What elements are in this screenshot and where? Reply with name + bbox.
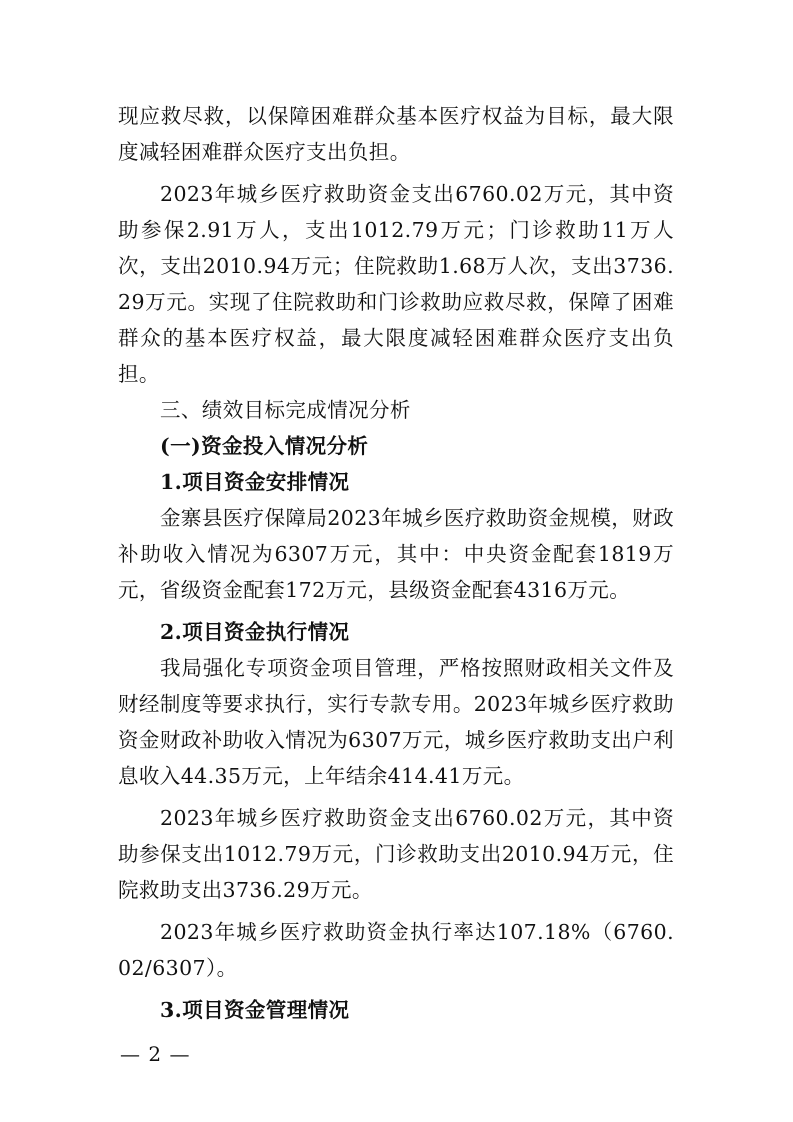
section-heading-performance: 三、绩效目标完成情况分析 [160, 398, 411, 422]
subsection-heading-funding-input: (一)资金投入情况分析 [160, 434, 369, 458]
paragraph-execution-rate: 2023年城乡医疗救助资金执行率达107.18%（6760.02/6307）。 [118, 920, 674, 980]
paragraph-fund-execution: 我局强化专项资金项目管理，严格按照财政相关文件及财经制度等要求执行，实行专款专用。2023年城乡医疗救助资金财政补助收入情况为6307万元，城乡医疗救助支出户利息收入44.35万元，上年结余414.41万元。 [118, 656, 674, 788]
paragraph-goal-continuation: 现应救尽救，以保障困难群众基本医疗权益为目标，最大限度减轻困难群众医疗支出负担。 [118, 104, 674, 164]
item-heading-fund-arrangement: 1.项目资金安排情况 [160, 470, 350, 494]
document-body [118, 98, 674, 1028]
page-number: — 2 — [120, 1042, 191, 1066]
item-heading-fund-execution: 2.项目资金执行情况 [160, 620, 350, 644]
item-heading-fund-management: 3.项目资金管理情况 [160, 998, 350, 1022]
paragraph-fund-arrangement: 金寨县医疗保障局2023年城乡医疗救助资金规模，财政补助收入情况为6307万元，其中：中央资金配套1819万元，省级资金配套172万元，县级资金配套4316万元。 [118, 506, 674, 602]
paragraph-expenditure-breakdown: 2023年城乡医疗救助资金支出6760.02万元，其中资助参保支出1012.79万元，门诊救助支出2010.94万元，住院救助支出3736.29万元。 [118, 806, 674, 902]
paragraph-expenditure-summary: 2023年城乡医疗救助资金支出6760.02万元，其中资助参保2.91万人，支出1012.79万元；门诊救助11万人次，支出2010.94万元；住院救助1.68万人次，支出3736.29万元。实现了住院救助和门诊救助应救尽救，保障了困难群众的基本医疗权益，最大限度减轻困难群众医疗支出负担。 [118, 182, 674, 386]
